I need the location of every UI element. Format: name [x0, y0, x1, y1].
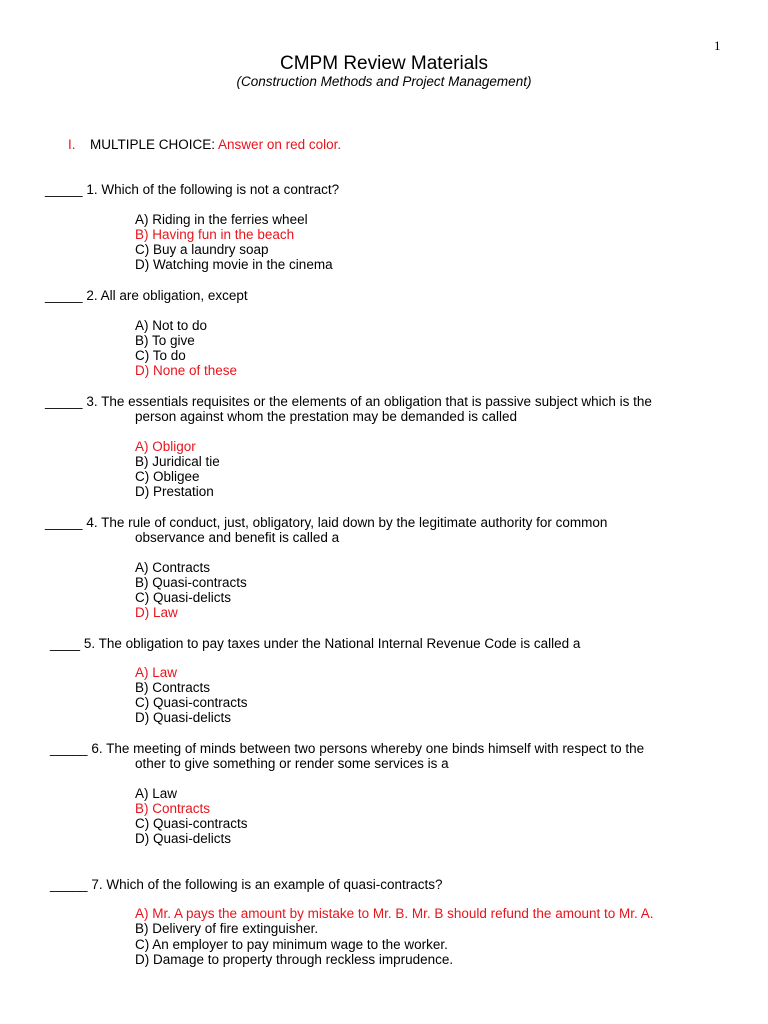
question-text: 7. Which of the following is an example of quasi-contracts? [91, 877, 443, 892]
option-a-correct: A) Mr. A pays the amount by mistake to Mr. B. Mr. B should refund the amount to Mr. A. [135, 906, 654, 921]
option-b: B) To give [135, 333, 195, 348]
section-numeral: I. [68, 137, 76, 152]
option-c: C) Obligee [135, 469, 200, 484]
question-text-continued: person against whom the prestation may be demanded is called [135, 409, 517, 424]
option-d: D) Watching movie in the cinema [135, 257, 333, 272]
option-d: D) Quasi-delicts [135, 831, 232, 846]
question-text: 3. The essentials requisites or the elements of an obligation that is passive subject which is the [86, 394, 652, 409]
section-title: MULTIPLE CHOICE: [90, 137, 216, 152]
option-b-correct: B) Having fun in the beach [135, 227, 295, 242]
option-d-correct: D) None of these [135, 363, 238, 378]
page-number: 1 [714, 38, 721, 53]
question-7 [50, 877, 443, 892]
option-a: A) Law [135, 786, 178, 801]
question-text: 2. All are obligation, except [86, 288, 248, 303]
option-c: C) Quasi-delicts [135, 590, 232, 605]
option-d-correct: D) Law [135, 605, 178, 620]
answer-blank: _____ [50, 877, 88, 892]
question-text: 5. The obligation to pay taxes under the National Internal Revenue Code is called a [83, 636, 581, 651]
question-3 [45, 394, 652, 409]
answer-blank: _____ [50, 741, 88, 756]
option-b: B) Delivery of fire extinguisher. [135, 921, 319, 936]
question-text-continued: other to give something or render some services is a [135, 756, 449, 771]
option-c: C) Buy a laundry soap [135, 242, 269, 257]
question-text-continued: observance and benefit is called a [135, 530, 340, 545]
question-4 [45, 515, 607, 530]
question-text: 6. The meeting of minds between two persons whereby one binds himself with respect to the [91, 741, 645, 756]
answer-blank: _____ [45, 182, 83, 197]
question-text: 4. The rule of conduct, just, obligatory, laid down by the legitimate authority for common [86, 515, 608, 530]
page-title: CMPM Review Materials [280, 53, 488, 74]
question-2 [45, 288, 248, 303]
option-b-correct: B) Contracts [135, 801, 211, 816]
question-1 [45, 182, 339, 197]
answer-blank: _____ [45, 394, 83, 409]
option-d: D) Prestation [135, 484, 214, 499]
option-c: C) Quasi-contracts [135, 695, 248, 710]
question-text: 1. Which of the following is not a contract? [86, 182, 340, 197]
answer-blank: _____ [45, 515, 83, 530]
option-d: D) Damage to property through reckless imprudence. [135, 952, 454, 967]
option-b: B) Juridical tie [135, 454, 220, 469]
answer-blank: _____ [45, 288, 83, 303]
question-6 [50, 741, 644, 756]
answer-blank: ____ [50, 636, 81, 651]
option-b: B) Quasi-contracts [135, 575, 247, 590]
option-a-correct: A) Law [135, 665, 178, 680]
option-a: A) Contracts [135, 560, 211, 575]
page-subtitle: (Construction Methods and Project Management) [236, 74, 532, 89]
section-heading [68, 137, 341, 152]
option-b: B) Contracts [135, 680, 211, 695]
option-c: C) Quasi-contracts [135, 816, 248, 831]
option-a-correct: A) Obligor [135, 439, 196, 454]
option-a: A) Not to do [135, 318, 208, 333]
section-instruction: Answer on red color. [218, 137, 342, 152]
option-d: D) Quasi-delicts [135, 710, 232, 725]
option-c: C) An employer to pay minimum wage to the worker. [135, 937, 448, 952]
option-c: C) To do [135, 348, 186, 363]
option-a: A) Riding in the ferries wheel [135, 212, 308, 227]
question-5 [50, 636, 580, 651]
